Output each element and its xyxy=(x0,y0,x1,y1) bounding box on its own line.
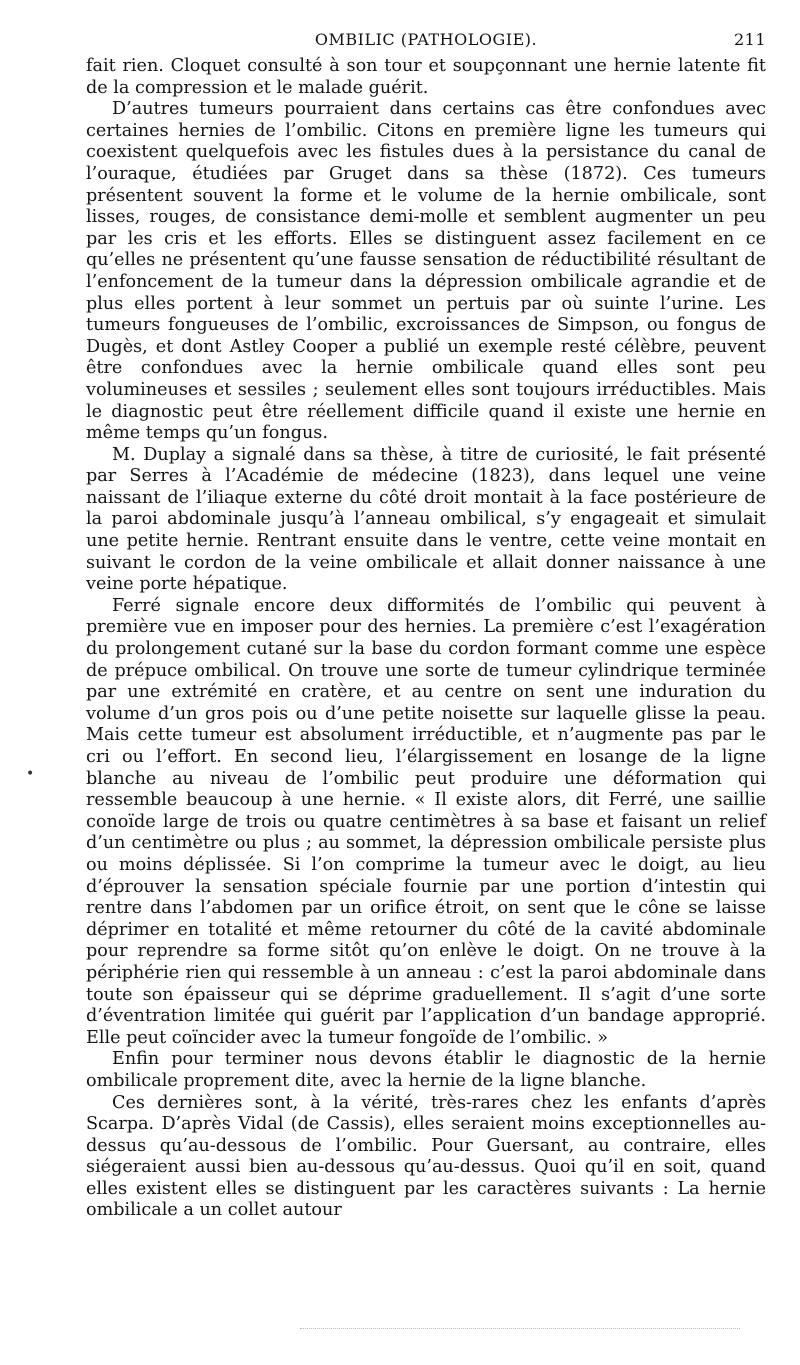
page-number: 211 xyxy=(733,30,766,49)
paragraph-ferre: Ferré signale encore deux difformités de l’ombilic qui peuvent à première vue en imposer pour des hernies. La première c’est l’exagération du prolongement cutané sur la base du cordon formant comme une espèce de prépuce ombilical. On trouve une sorte de tumeur cylindrique terminée par une extrémité en cratère, et au centre on sent une induration du volume d’un gros pois ou d’une petite noisette sur laquelle glisse la peau. Mais cette tumeur est absolument irréductible, et n’augmente pas par le cri ou l’effort. En second lieu, l’élargissement en losange de la ligne blanche au niveau de l’ombilic peut produire une déformation qui ressemble beaucoup à une hernie. « Il existe alors, dit Ferré, une saillie conoïde large de trois ou quatre centimètres à sa base et faisant un relief d’un centimètre ou plus ; au sommet, la dépression ombilicale persiste plus ou moins déplissée. Si l’on comprime la tumeur avec le doigt, au lieu d’éprouver la sensation spéciale fournie par une portion d’intestin qui rentre dans l’abdomen par un orifice étroit, on sent que le cône se laisse déprimer en totalité et même retourner du côté de la cavité abdominale pour reprendre sa forme sitôt qu’on enlève le doigt. On ne trouve à la périphérie rien qui ressemble à un anneau : c’est la paroi abdominale dans toute son épaisseur qui se déprime graduellement. Il s’agit d’une sorte d’éventration limitée qui guérit par l’application d’un bandage approprié. Elle peut coïncider avec la tumeur fongoïde de l’ombilic. » xyxy=(86,595,766,1048)
body-text xyxy=(86,56,766,1222)
footer-scan-rule xyxy=(300,1328,740,1329)
running-title: OMBILIC (PATHOLOGIE). xyxy=(314,30,538,49)
paragraph-continuation: fait rien. Cloquet consulté à son tour et soupçonnant une hernie latente fit de la compression et le malade guérit. xyxy=(86,56,766,98)
paragraph-linea-alba: Ces dernières sont, à la vérité, très-rares chez les enfants d’après Scarpa. D’après Vidal (de Cassis), elles seraient moins exceptionnelles au-dessus qu’au-dessous de l’ombilic. Pour Guersant, au contraire, elles siégeraient aussi bien au-dessous qu’au-dessus. Quoi qu’il en soit, quand elles existent elles se distinguent par les caractères suivants : La hernie ombilicale a un collet autour xyxy=(86,1092,766,1221)
paragraph-duplay: M. Duplay a signalé dans sa thèse, à titre de curiosité, le fait présenté par Serres à l’Académie de médecine (1823), dans lequel une veine naissant de l’iliaque externe du côté droit montait à la face postérieure de la paroi abdominale jusqu’à l’anneau ombilical, s’y engageait et simulait une petite hernie. Rentrant ensuite dans le ventre, cette veine montait en suivant le cordon de la veine ombilicale et allait donner naissance à une veine porte hépatique. xyxy=(86,444,766,595)
running-head xyxy=(86,30,766,52)
paragraph-other-tumours: D’autres tumeurs pourraient dans certains cas être confondues avec certaines hernies de l’ombilic. Citons en première ligne les tumeurs qui coexistent quelquefois avec les fistules dues à la persistance du canal de l’ouraque, étudiées par Gruget dans sa thèse (1872). Ces tumeurs présentent souvent la forme et le volume de la hernie ombilicale, sont lisses, rouges, de consistance demi-molle et semblent augmenter un peu par les cris et les efforts. Elles se distinguent assez facilement en ce qu’elles ne présentent qu’une fausse sensation de réductibilité résultant de l’enfoncement de la tumeur dans la dépression ombilicale agrandie et de plus elles portent à leur sommet un pertuis par où suinte l’urine. Les tumeurs fongueuses de l’ombilic, excroissances de Simpson, ou fongus de Dugès, et dont Astley Cooper a publié un exemple resté célèbre, peuvent être confondues avec la hernie ombilicale quand elles sont peu volumineuses et sessiles ; seulement elles sont toujours irréductibles. Mais le diagnostic peut être réellement difficile quand il existe une hernie en même temps qu’un fongus. xyxy=(86,99,766,444)
paragraph-conclusion: Enfin pour terminer nous devons établir le diagnostic de la hernie ombilicale proprement dite, avec la hernie de la ligne blanche. xyxy=(86,1049,766,1091)
margin-dot-mark: • xyxy=(26,766,35,782)
